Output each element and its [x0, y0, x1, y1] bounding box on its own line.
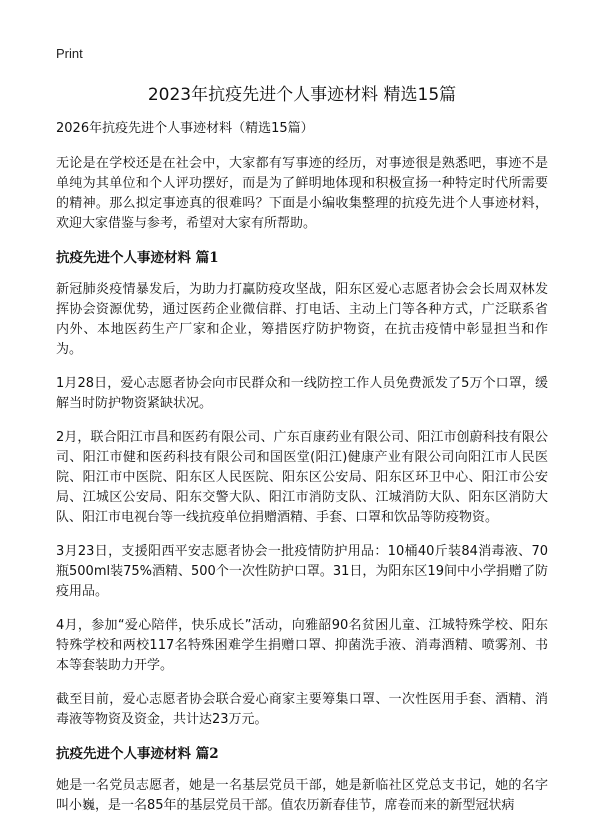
- body-paragraph: 3月23日，支援阳西平安志愿者协会一批疫情防护用品：10桶40斤装84消毒液、70瓶500ml装75%酒精、500个一次性防护口罩。31日，为阳东区19间中小学捐赠了防疫用品。: [56, 544, 548, 599]
- intro-paragraph: 无论是在学校还是在社会中，大家都有写事迹的经历，对事迹很是熟悉吧，事迹不是单纯为其单位和个人评功摆好，而是为了鲜明地体现和积极宣扬一种特定时代所需要的精神。那么拟定事迹真的很难吗？下面是小编收集整理的抗疫先进个人事迹材料，欢迎大家借鉴与参考，希望对大家有所帮助。: [56, 156, 548, 231]
- body-paragraph: 1月28日，爱心志愿者协会向市民群众和一线防控工作人员免费派发了5万个口罩，缓解当时防护物资紧缺状况。: [56, 376, 548, 411]
- body-paragraph: 2月，联合阳江市昌和医药有限公司、广东百康药业有限公司、阳江市创蔚科技有限公司、阳江市健和医药科技有限公司和国医堂(阳江)健康产业有限公司向阳江市人民医院、阳江市中医院、阳东区人民医院、阳东区公安局、阳东区环卫中心、阳江市公安局、江城区公安局、阳东交警大队、阳江市消防支队、江城消防大队、阳东区消防大队、阳江市电视台等一线抗疫单位捐赠酒精、手套、口罩和饮品等防疫物资。: [56, 430, 548, 525]
- section-heading: 抗疫先进个人事迹材料 篇2: [56, 746, 219, 762]
- body-paragraph: 新冠肺炎疫情暴发后，为助力打赢防疫攻坚战，阳东区爱心志愿者协会会长周双林发挥协会资源优势，通过医药企业微信群、打电话、主动上门等各种方式，广泛联系省内外、本地医药生产厂家和企业，筹措医疗防护物资，在抗击疫情中彰显担当和作为。: [56, 282, 548, 357]
- document-body: [56, 119, 548, 830]
- body-paragraph: 4月，参加“爱心陪伴，快乐成长”活动，向雅韶90名贫困儿童、江城特殊学校、阳东特殊学校和两校117名特殊困难学生捐赠口罩、抑菌洗手液、消毒酒精、喷雾剂、书本等套装助力开学。: [56, 618, 548, 673]
- document-title: 2023年抗疫先进个人事迹材料 精选15篇: [147, 85, 457, 105]
- section-heading: 抗疫先进个人事迹材料 篇1: [56, 250, 219, 266]
- body-paragraph: 截至目前，爱心志愿者协会联合爱心商家主要筹集口罩、一次性医用手套、酒精、消毒液等物资及资金，共计达23万元。: [56, 692, 548, 727]
- document-subtitle: 2026年抗疫先进个人事迹材料（精选15篇）: [56, 121, 314, 136]
- body-paragraph: 她是一名党员志愿者，她是一名基层党员干部，她是新临社区党总支书记，她的名字叫小巍，是一名85年的基层党员干部。值农历新春佳节，席卷而来的新型冠状病: [56, 778, 548, 813]
- print-link[interactable]: Print: [56, 46, 83, 61]
